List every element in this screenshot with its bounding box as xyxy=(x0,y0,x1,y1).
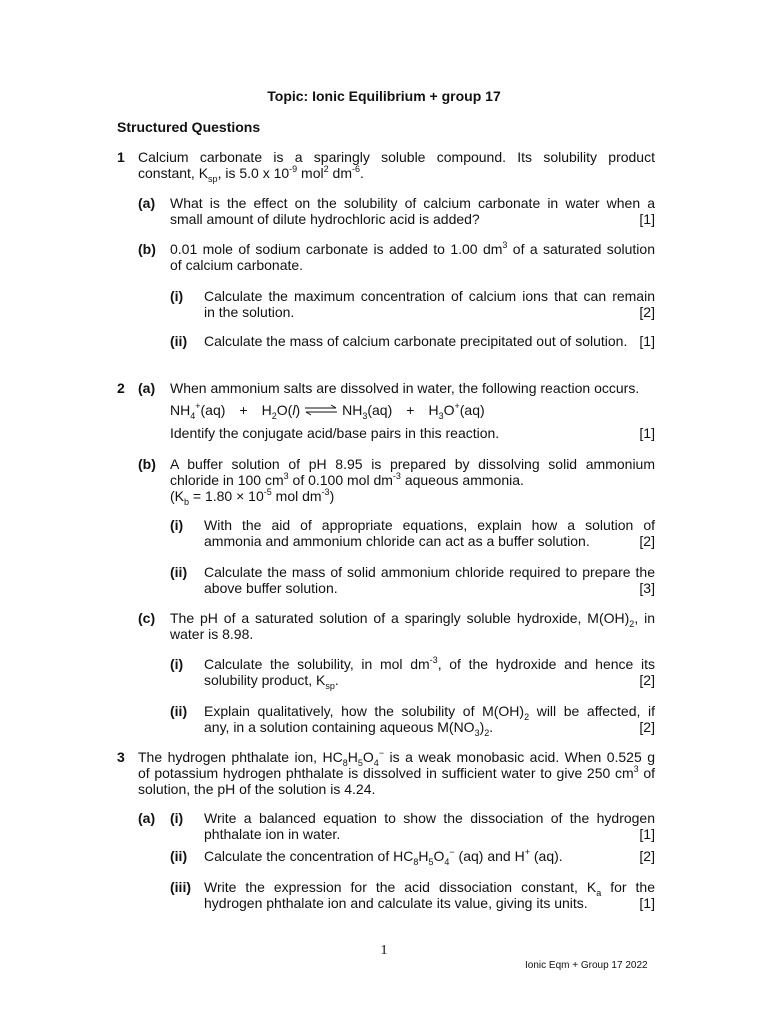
mark: [1] xyxy=(639,211,655,227)
mark: [1] xyxy=(639,333,655,349)
q2-part-b-ii-label: (ii) xyxy=(170,564,188,580)
page-title: Topic: Ionic Equilibrium + group 17 xyxy=(267,88,501,104)
q3-part-a-i-label: (i) xyxy=(170,810,184,826)
mark: [1] xyxy=(639,425,655,441)
page-number: 1 xyxy=(380,943,388,958)
q2-part-c-i-text: Calculate the solubility, in mol $dm^{-3}$, of the hydroxide and hence its solubility product, $K_{sp}$. [2] xyxy=(204,655,655,691)
q1-part-a-label: (a) xyxy=(138,195,156,211)
q1-part-a-text: What is the effect on the solubility of calcium carbonate in water when a small amount of dilute hydrochloric acid is added? [1] xyxy=(170,195,655,227)
q3-part-a-iii-label: (iii) xyxy=(170,879,191,895)
q2-part-c-i-label: (i) xyxy=(170,656,184,672)
question-3-intro: The hydrogen phthalate ion, $HC_8H_5O_4^-$ is a weak monobasic acid. When 0.525 g of potassium hydrogen phthalate is dissolved in sufficient water to give 250 $cm^3$ of solution, the pH of the solution is 4.24. xyxy=(138,748,655,797)
q2-part-c-ii-text: Explain qualitatively, how the solubility of $M(OH)_2$ will be affected, if any, in a solution containing aqueous $M(NO_3)_2$. [2] xyxy=(204,703,655,738)
q3-part-a-ii-text: Calculate the concentration of $HC_8H_5O_4^-$ (aq) and H+ (aq). [2] xyxy=(204,847,655,867)
q2-part-b-ii-text: Calculate the mass of solid ammonium chloride required to prepare the above buffer solution. [3] xyxy=(204,564,655,596)
mark: [1] xyxy=(639,895,655,911)
mark: [2] xyxy=(639,533,655,549)
q3-part-a-ii-label: (ii) xyxy=(170,848,188,864)
q1-intro-line2: constant, $K_{sp}$, is 5.0 x $10^{-9}$ mol$^2$ $dm^{-6}$. xyxy=(138,164,364,184)
q1-part-b-label: (b) xyxy=(138,241,156,257)
mark: [2] xyxy=(639,672,655,688)
question-1-number: 1 xyxy=(117,149,125,165)
q2-part-b-i-text: With the aid of appropriate equations, explain how a solution of ammonia and ammonium chloride can act as a buffer solution. [2] xyxy=(204,517,655,549)
q2-part-a-line2: Identify the conjugate acid/base pairs in this reaction. [1] xyxy=(170,425,655,441)
q1-part-b-i-label: (i) xyxy=(170,288,184,304)
question-2-number: 2 xyxy=(117,380,125,396)
q2-part-b-text: A buffer solution of pH 8.95 is prepared by dissolving solid ammonium chloride in 100 $cm^3$ of 0.100 mol $dm^{-3}$ aqueous ammonia. ($K_b = 1.80 \times 10^{-5}$ mol $dm^{-3}$) xyxy=(170,456,655,507)
mark: [1] xyxy=(639,826,655,842)
q2-part-c-ii-label: (ii) xyxy=(170,703,188,719)
q1-intro-line1: Calcium carbonate is a sparingly soluble compound. Its solubility product xyxy=(138,149,655,165)
q1-part-b-ii-text: Calculate the mass of calcium carbonate precipitated out of solution. [1] xyxy=(204,333,655,349)
q2-part-b-i-label: (i) xyxy=(170,517,184,533)
q1-part-b-ii-label: (ii) xyxy=(170,333,188,349)
question-3-number: 3 xyxy=(117,749,125,765)
chemical-equation: $NH_4^+(aq)$ + $H_2O(l)$ $NH_3(aq)$ + $H_3O^+(aq)$ xyxy=(170,401,485,421)
q3-part-a-i-text: Write a balanced equation to show the dissociation of the hydrogen phthalate ion in water. [1] xyxy=(204,810,655,842)
q1-part-b-text: 0.01 mole of sodium carbonate is added to 1.00 $dm^3$ of a saturated solution of calcium carbonate. xyxy=(170,240,655,273)
q3-part-a-label: (a) xyxy=(138,810,156,826)
q2-part-c-label: (c) xyxy=(138,610,156,626)
q1-part-b-i-text: Calculate the maximum concentration of calcium ions that can remain in the solution. [2] xyxy=(204,288,655,320)
mark: [2] xyxy=(639,304,655,320)
section-heading: Structured Questions xyxy=(117,119,261,135)
q2-part-a-label: (a) xyxy=(138,380,156,396)
equilibrium-arrow-icon xyxy=(304,404,338,416)
mark: [2] xyxy=(639,848,655,864)
footer-tag: Ionic Eqm + Group 17 2022 xyxy=(525,960,648,971)
mark: [3] xyxy=(639,580,655,596)
q2-part-b-label: (b) xyxy=(138,456,156,472)
question-1-intro xyxy=(138,149,655,184)
q3-part-a-iii-text: Write the expression for the acid dissociation constant, $K_a$ for the hydrogen phthalate ion and calculate its value, giving its units. [1] xyxy=(204,879,655,911)
q2-part-a-line1: When ammonium salts are dissolved in water, the following reaction occurs. xyxy=(170,380,640,396)
mark: [2] xyxy=(639,719,655,735)
q2-part-c-text: The pH of a saturated solution of a sparingly soluble hydroxide, $M(OH)_2$, in water is 8.98. xyxy=(170,610,655,642)
